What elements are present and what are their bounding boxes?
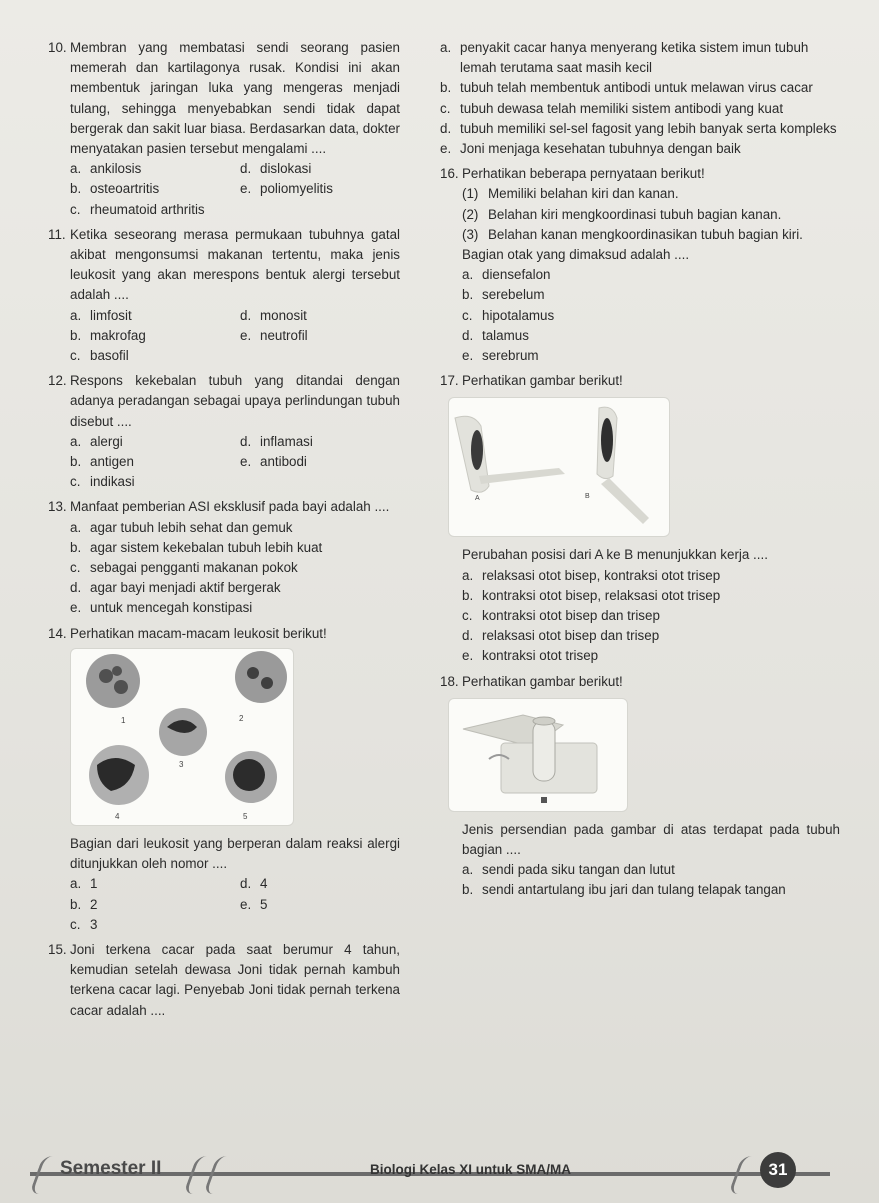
- arm-muscle-illustration: [449, 398, 669, 536]
- question-13: [48, 497, 400, 618]
- question-text: Perhatikan gambar berikut!: [462, 673, 623, 689]
- option-b[interactable]: [70, 326, 240, 346]
- option-text: untuk mencegah konstipasi: [90, 600, 253, 616]
- option-text: ankilosis: [90, 161, 142, 177]
- option-letter: c.: [70, 348, 81, 364]
- option-a[interactable]: [462, 860, 840, 880]
- option-text: 4: [260, 876, 268, 892]
- option-text: agar sistem kekebalan tubuh lebih kuat: [90, 539, 323, 555]
- option-text: makrofag: [90, 327, 146, 343]
- option-c[interactable]: [70, 200, 240, 220]
- option-d[interactable]: [462, 326, 840, 346]
- option-letter: c.: [70, 560, 81, 576]
- question-subtext: Bagian otak yang dimaksud adalah ....: [462, 247, 690, 263]
- option-letter: d.: [240, 161, 252, 177]
- option-letter: c.: [462, 307, 473, 323]
- option-text: hipotalamus: [482, 307, 555, 323]
- option-a[interactable]: [462, 566, 840, 586]
- option-c[interactable]: [462, 306, 840, 326]
- question-10: [48, 38, 400, 220]
- question-number: 18.: [440, 673, 459, 689]
- option-d[interactable]: [462, 626, 840, 646]
- option-letter: b.: [440, 80, 452, 96]
- option-text: talamus: [482, 327, 529, 343]
- option-text: antigen: [90, 454, 134, 470]
- option-a[interactable]: [70, 432, 240, 452]
- option-e[interactable]: [462, 646, 840, 666]
- question-11: [48, 225, 400, 366]
- option-b[interactable]: [462, 586, 840, 606]
- book-title: Biologi Kelas XI untuk SMA/MA: [370, 1162, 572, 1177]
- options: [70, 874, 400, 935]
- page-footer: [0, 1150, 879, 1203]
- option-b[interactable]: [462, 880, 840, 900]
- question-text: Membran yang membatasi sendi seorang pasien memerah dan kartilagonya rusak. Kondisi ini akan membentuk jaringan luka yang mengeras menjadi tulang, sehingga menyebabkan sendi tidak dapat bergerak dan sakit luar biasa. Berdasarkan data, dokter menyatakan pasien tersebut mengalami ....: [70, 40, 400, 157]
- option-text: relaksasi otot bisep, kontraksi otot trisep: [482, 567, 721, 583]
- option-text: monosit: [260, 307, 307, 323]
- option-letter: a.: [70, 433, 82, 449]
- question-text: Perhatikan gambar berikut!: [462, 373, 623, 389]
- option-letter: a.: [462, 567, 474, 583]
- option-letter: e.: [462, 348, 474, 364]
- option-text: tubuh telah membentuk antibodi untuk melawan virus cacar: [460, 80, 813, 96]
- option-b[interactable]: [440, 78, 840, 98]
- option-text: serebrum: [482, 348, 539, 364]
- option-text: 5: [260, 896, 268, 912]
- question-text: Perhatikan beberapa pernyataan berikut!: [462, 166, 705, 182]
- option-a[interactable]: [70, 306, 240, 326]
- option-e[interactable]: [240, 179, 420, 199]
- question-number: 15.: [48, 941, 67, 957]
- statement-text: Memiliki belahan kiri dan kanan.: [488, 186, 679, 202]
- option-letter: a.: [70, 307, 82, 323]
- option-letter: c.: [440, 100, 451, 116]
- leukocyte-figure: [70, 648, 294, 826]
- option-text: poliomyelitis: [260, 181, 333, 197]
- option-d[interactable]: [240, 874, 420, 894]
- option-text: sendi pada siku tangan dan lutut: [482, 862, 675, 878]
- option-c[interactable]: [70, 346, 240, 366]
- option-b[interactable]: [462, 285, 840, 305]
- label-3: 3: [179, 759, 184, 769]
- option-e[interactable]: [240, 326, 420, 346]
- option-letter: b.: [462, 882, 474, 898]
- option-text: 1: [90, 876, 98, 892]
- option-letter: b.: [462, 587, 474, 603]
- left-column: [48, 38, 400, 1026]
- option-letter: a.: [462, 862, 474, 878]
- option-letter: b.: [70, 181, 82, 197]
- option-text: 2: [90, 896, 98, 912]
- option-text: basofil: [90, 348, 129, 364]
- option-b[interactable]: [70, 538, 400, 558]
- pivot-joint-illustration: [449, 699, 627, 811]
- option-text: agar tubuh lebih sehat dan gemuk: [90, 519, 293, 535]
- option-text: neutrofil: [260, 327, 308, 343]
- biceps-b: [601, 418, 613, 462]
- option-c[interactable]: [462, 606, 840, 626]
- option-a[interactable]: [440, 38, 840, 78]
- label-a: A: [475, 495, 480, 503]
- question-text: Ketika seseorang merasa permukaan tubuhnya gatal akibat mengonsumsi makanan tertentu, maka jenis leukosit yang akan merespons bentuk alergi tersebut adalah ....: [70, 226, 400, 303]
- option-letter: c.: [462, 608, 473, 624]
- option-e[interactable]: [70, 598, 400, 618]
- option-text: inflamasi: [260, 433, 313, 449]
- label-1: 1: [121, 715, 126, 725]
- option-text: kontraksi otot bisep, relaksasi otot trisep: [482, 587, 721, 603]
- question-15-options: [440, 38, 840, 159]
- arm-muscle-figure: [448, 397, 670, 537]
- question-text: Respons kekebalan tubuh yang ditandai dengan adanya peradangan sebagai upaya perlindungan tubuh disebut ....: [70, 373, 400, 429]
- joint-figure: [448, 698, 628, 812]
- option-letter: e.: [440, 141, 452, 157]
- option-e[interactable]: [440, 139, 840, 159]
- option-text: indikasi: [90, 474, 135, 490]
- option-text: relaksasi otot bisep dan trisep: [482, 628, 660, 644]
- option-a[interactable]: [462, 265, 840, 285]
- option-letter: b.: [462, 287, 474, 303]
- option-text: alergi: [90, 433, 123, 449]
- option-e[interactable]: [240, 895, 420, 915]
- options: [70, 306, 400, 367]
- option-letter: d.: [440, 120, 452, 136]
- question-text: Joni terkena cacar pada saat berumur 4 tahun, kemudian setelah dewasa Joni tidak pernah kambuh terkena cacar lagi. Penyebab Joni tidak pernah terkena cacar adalah ....: [70, 941, 400, 1018]
- option-letter: c.: [70, 474, 81, 490]
- question-number: 14.: [48, 625, 67, 641]
- option-letter: a.: [70, 519, 82, 535]
- question-12: [48, 371, 400, 492]
- option-b[interactable]: [70, 452, 240, 472]
- option-text: agar bayi menjadi aktif bergerak: [90, 580, 281, 596]
- option-text: sendi antartulang ibu jari dan tulang telapak tangan: [482, 882, 786, 898]
- option-d[interactable]: [240, 306, 420, 326]
- question-18: [440, 672, 840, 901]
- semester-label: Semester II: [60, 1158, 162, 1179]
- statement-number: (3): [462, 226, 479, 242]
- label-2: 2: [239, 713, 244, 723]
- option-e[interactable]: [240, 452, 420, 472]
- option-d[interactable]: [70, 578, 400, 598]
- statement-number: (2): [462, 206, 479, 222]
- option-letter: e.: [70, 600, 82, 616]
- question-text: Perhatikan macam-macam leukosit berikut!: [70, 625, 327, 641]
- option-text: rheumatoid arthritis: [90, 201, 205, 217]
- option-letter: d.: [240, 433, 252, 449]
- option-letter: a.: [70, 876, 82, 892]
- option-text: serebelum: [482, 287, 545, 303]
- page-number: 31: [760, 1152, 796, 1188]
- statement-text: Belahan kanan mengkoordinasikan tubuh bagian kiri.: [488, 226, 803, 242]
- question-number: 16.: [440, 166, 459, 182]
- option-text: limfosit: [90, 307, 132, 323]
- question-17: [440, 371, 840, 666]
- option-letter: e.: [240, 896, 252, 912]
- options: [70, 159, 400, 220]
- option-letter: b.: [70, 327, 82, 343]
- option-text: dislokasi: [260, 161, 312, 177]
- option-letter: d.: [70, 580, 82, 596]
- option-b[interactable]: [70, 895, 240, 915]
- option-a[interactable]: [70, 159, 240, 179]
- question-14: [48, 624, 400, 935]
- option-d[interactable]: [240, 159, 420, 179]
- label-b: B: [585, 493, 590, 501]
- option-text: tubuh memiliki sel-sel fagosit yang lebih banyak serta kompleks: [460, 120, 837, 136]
- leukocyte-2: [235, 651, 287, 703]
- options: [70, 432, 400, 493]
- option-b[interactable]: [70, 179, 240, 199]
- option-text: osteoartritis: [90, 181, 160, 197]
- question-number: 13.: [48, 499, 67, 515]
- option-letter: a.: [462, 267, 474, 283]
- option-letter: d.: [240, 876, 252, 892]
- label-5: 5: [243, 811, 248, 821]
- question-number: 17.: [440, 373, 459, 389]
- question-number: 12.: [48, 373, 67, 389]
- option-letter: e.: [240, 327, 252, 343]
- option-text: antibodi: [260, 454, 307, 470]
- option-text: penyakit cacar hanya menyerang ketika sistem imun tubuh lemah terutama saat masih kecil: [460, 40, 809, 76]
- option-letter: e.: [462, 648, 474, 664]
- question-subtext: Perubahan posisi dari A ke B menunjukkan kerja ....: [462, 547, 768, 563]
- option-a[interactable]: [70, 518, 400, 538]
- option-text: kontraksi otot trisep: [482, 648, 599, 664]
- option-text: Joni menjaga kesehatan tubuhnya dengan baik: [460, 141, 741, 157]
- option-text: 3: [90, 916, 98, 932]
- option-text: sebagai pengganti makanan pokok: [90, 560, 298, 576]
- question-number: 10.: [48, 40, 67, 55]
- question-15: [48, 940, 400, 1021]
- question-text: Manfaat pemberian ASI eksklusif pada bayi adalah ....: [70, 499, 390, 515]
- option-text: diensefalon: [482, 267, 551, 283]
- option-letter: d.: [462, 327, 474, 343]
- option-c[interactable]: [70, 915, 240, 935]
- option-c[interactable]: [70, 558, 400, 578]
- option-letter: e.: [240, 181, 252, 197]
- option-letter: b.: [70, 454, 82, 470]
- statement-number: (1): [462, 186, 479, 202]
- option-letter: c.: [70, 201, 81, 217]
- option-c[interactable]: [440, 99, 840, 119]
- option-letter: a.: [440, 40, 452, 55]
- option-d[interactable]: [240, 432, 420, 452]
- option-letter: a.: [70, 161, 82, 177]
- option-c[interactable]: [70, 472, 240, 492]
- option-letter: d.: [240, 307, 252, 323]
- option-e[interactable]: [462, 346, 840, 366]
- option-letter: b.: [70, 539, 82, 555]
- statement-1: [462, 184, 840, 204]
- question-number: 11.: [48, 226, 66, 242]
- option-letter: d.: [462, 628, 474, 644]
- option-letter: e.: [240, 454, 252, 470]
- leukocyte-1: [86, 654, 140, 708]
- question-subtext: Bagian dari leukosit yang berperan dalam reaksi alergi ditunjukkan oleh nomor ....: [70, 835, 400, 872]
- option-d[interactable]: [440, 119, 840, 139]
- option-a[interactable]: [70, 874, 240, 894]
- question-16: [440, 164, 840, 366]
- label-4: 4: [115, 811, 120, 821]
- biceps-a: [471, 430, 483, 470]
- option-text: tubuh dewasa telah memiliki sistem antibodi yang kuat: [460, 100, 784, 116]
- option-letter: b.: [70, 896, 82, 912]
- leukocyte-illustration: [71, 649, 293, 825]
- statement-text: Belahan kiri mengkoordinasi tubuh bagian kanan.: [488, 206, 782, 222]
- statement-3: [462, 225, 840, 245]
- right-column: [440, 38, 840, 906]
- option-text: kontraksi otot bisep dan trisep: [482, 608, 660, 624]
- statement-2: [462, 205, 840, 225]
- question-subtext: Jenis persendian pada gambar di atas terdapat pada tubuh bagian ....: [462, 821, 840, 858]
- option-letter: c.: [70, 916, 81, 932]
